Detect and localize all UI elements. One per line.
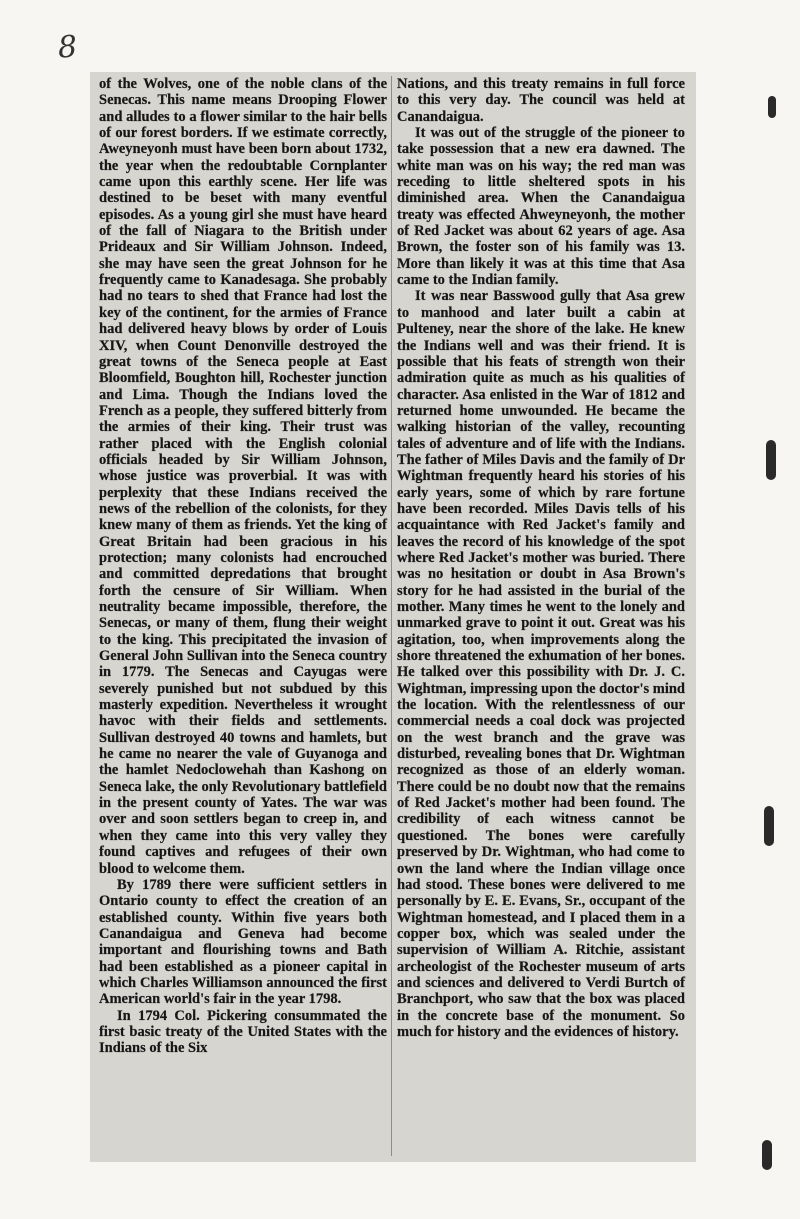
- paragraph: It was out of the struggle of the pioneer to take possession that a new era dawned. The white man was on his way; the red man was receding to little sheltered spots in his diminished area. When the Canandaigua treaty was effected Ahweyneyonh, the mother of Red Jacket was about 62 years of age. Asa Brown, the foster son of his family was 13. More than likely it was at this time that Asa came to the Indian family.: [397, 125, 685, 289]
- binder-hole: [762, 1140, 772, 1170]
- paragraph: It was near Basswood gully that Asa grew to manhood and later built a cabin at Pulteney, near the shore of the lake. He knew the Indians well and was their friend. It is possible that his feats of strength won their admiration quite as much as his qualities of character. Asa enlisted in the War of 1812 and returned home unwounded. He became the walking historian of the valley, recounting tales of adventure and of life with the Indians. The father of Miles Davis and the family of Dr Wightman frequently heard his stories of his early years, some of which by rare fortune have been recorded. Miles Davis tells of his acquaintance with Red Jacket's family and leaves the record of his knowledge of the spot where Red Jacket's mother was buried. There was no hesitation or doubt in Asa Brown's story for he had assisted in the burial of the mother. Many times he went to the lonely and unmarked grave to point it out. Great was his agitation, too, when improvements along the shore threatened the exhumation of her bones. He talked over this possibility with Dr. J. C. Wightman, impressing upon the doctor's mind the location. With the relentlessness of our commercial needs a coal dock was projected on the west branch and the grave was disturbed, revealing bones that Dr. Wightman recognized as those of an elderly woman. There could be no doubt now that the remains of Red Jacket's mother had been found. The credibility of each witness cannot be questioned. The bones were carefully preserved by Dr. Wightman, who had come to own the land where the Indian village once had stood. These bones were delivered to me personally by E. E. Evans, Sr., occupant of the Wightman homestead, and I placed them in a copper box, which was sealed under the supervision of William A. Ritchie, assistant archeologist of the Rochester museum of arts and sciences and delivered to Verdi Burtch of Branchport, who saw that the box was placed in the concrete base of the monument. So much for history and the evidences of history.: [397, 288, 685, 1040]
- paragraph: Nations, and this treaty remains in full force to this very day. The council was held at Canandaigua.: [397, 76, 685, 125]
- paragraph: By 1789 there were sufficient settlers in Ontario county to effect the creation of an established county. Within five years both Canandaigua and Geneva had become important and flourishing towns and Bath had been established as a pioneer capital in which Charles Williamson announced the first American world's fair in the year 1798.: [99, 876, 387, 1008]
- binder-hole: [766, 440, 776, 480]
- column-divider: [391, 76, 392, 1156]
- paragraph: In 1794 Col. Pickering consummated the first basic treaty of the United States with the Indians of the Six: [99, 1007, 387, 1057]
- binder-hole: [764, 806, 774, 846]
- page-number: 8: [56, 29, 79, 66]
- binder-hole: [768, 96, 776, 118]
- article-column-left: [99, 76, 387, 1057]
- paragraph: of the Wolves, one of the noble clans of the Senecas. This name means Drooping Flower and alludes to a flower similar to the hair bells of our forest borders. If we estimate correctly, Aweyneyonh must have been born about 1732, the year when the redoubtable Cornplanter came upon this earthly scene. Her life was destined to be beset with many eventful episodes. As a young girl she must have heard of the fall of Niagara to the British under Prideaux and Sir William Johnson. Indeed, she may have seen the great Johnson for he frequently came to Kanadesaga. She probably had no tears to shed that France had lost the key of the continent, for the armies of France had delivered heavy blows by order of Louis XIV, when Count Denonville destroyed the great towns of the Seneca people at East Bloomfield, Boughton hill, Rochester junction and Lima. Though the Indians loved the French as a people, they suffered bitterly from the armies of their king. Their trust was rather placed with the English colonial officials headed by Sir William Johnson, whose justice was proverbial. It was with perplexity that these Indians received the news of the rebellion of the colonists, for they knew many of them as friends. Yet the king of Great Britain had been gracious in his protection; many colonists had encrouched and committed depredations that brought forth the censure of Sir William. When neutrality became impossible, therefore, the Senecas, or many of them, flung their weight to the king. This precipitated the invasion of General John Sullivan into the Seneca country in 1779. The Senecas and Cayugas were severely punished but not subdued by this masterly expedition. Nevertheless it wrought havoc with their fields and settlements. Sullivan destroyed 40 towns and hamlets, but he came no nearer the vale of Guyanoga and the hamlet Nedoclowehah than Kashong on Seneca lake, the only Revolutionary battlefield in the present county of Yates. The war was over and soon settlers began to creep in, and when they came into this very valley they found captives and refugees of their own blood to welcome them.: [99, 76, 387, 877]
- article-column-right: [397, 76, 685, 1040]
